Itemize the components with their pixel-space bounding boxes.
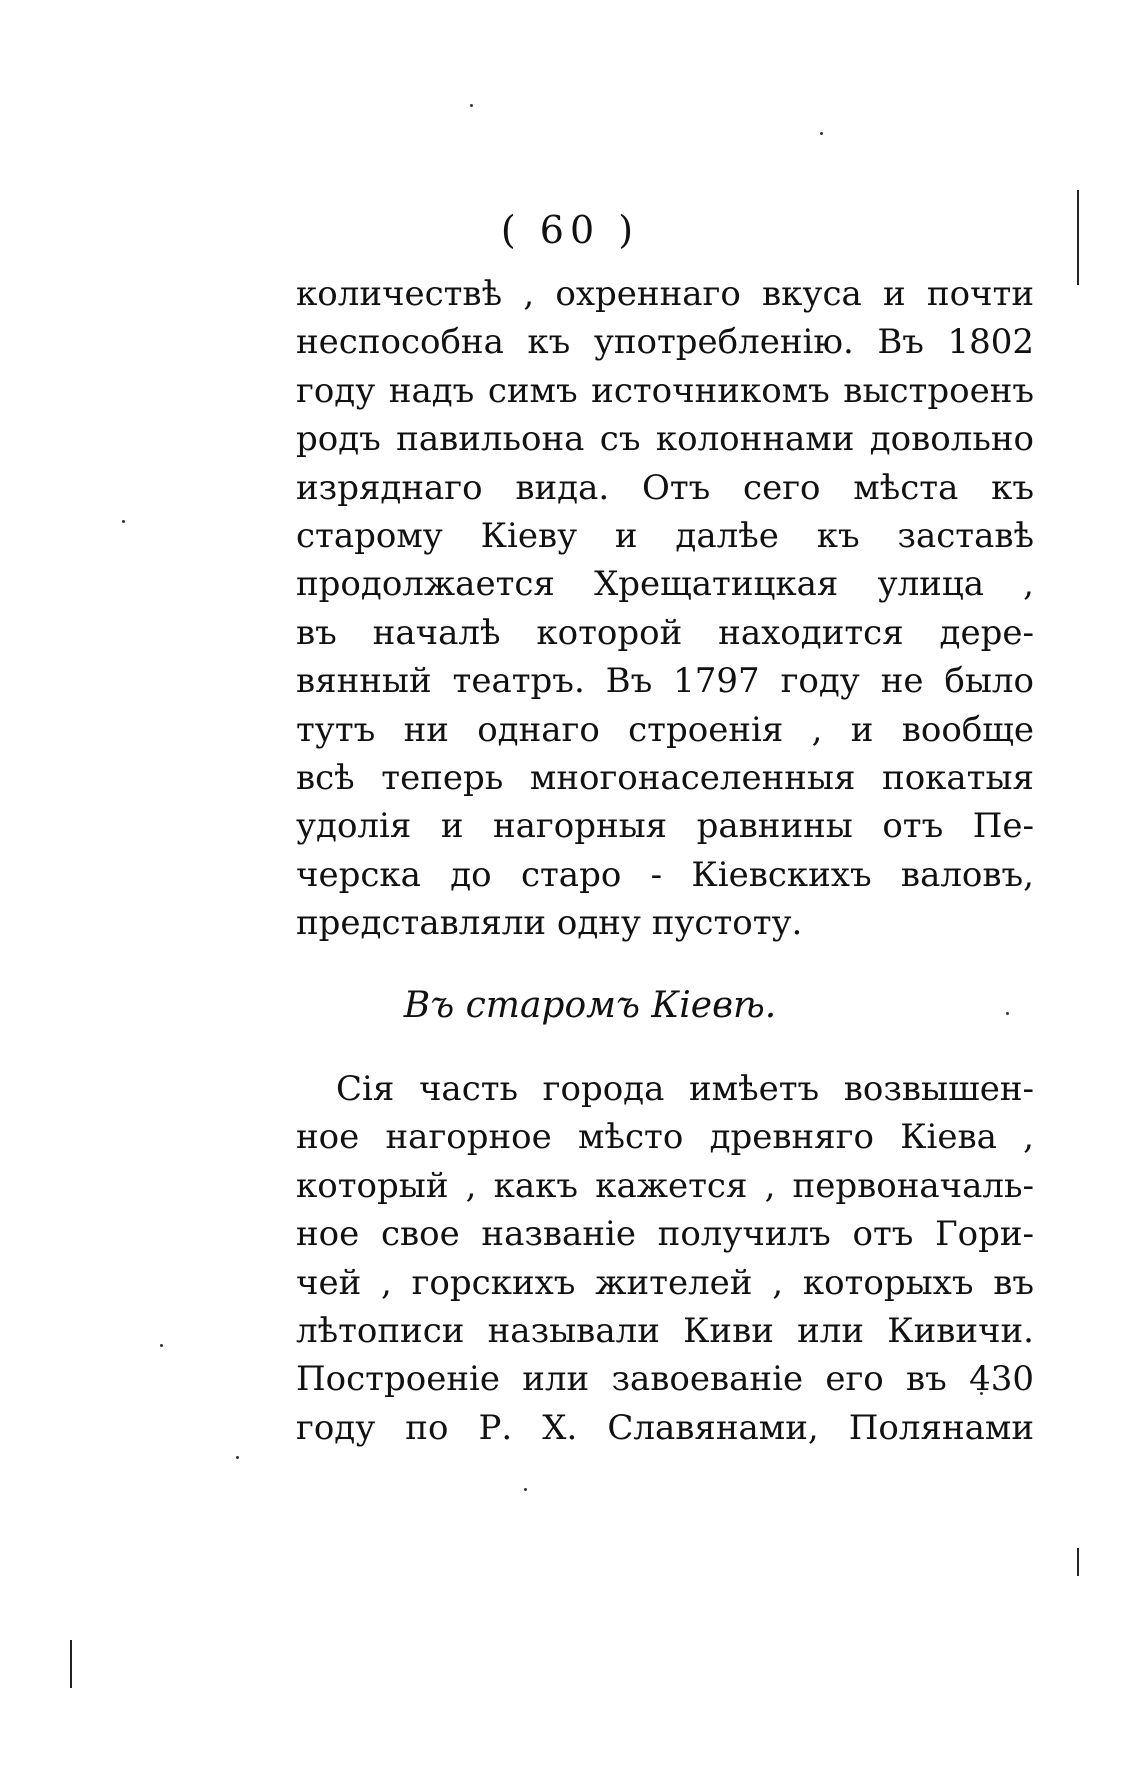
section-heading: Въ старомъ Кіевѣ.: [403, 985, 777, 1026]
text-line: количествѣ , охреннаго вкуса и почти: [296, 274, 1034, 314]
text-line: Сія часть города имѣетъ возвышен-: [336, 1069, 1034, 1109]
page-edge-mark: [1077, 1548, 1079, 1576]
text-line: который , какъ кажется , первоначаль-: [296, 1165, 1034, 1206]
text-line: черска до старо - Кіевскихъ валовъ,: [296, 854, 1034, 895]
print-speck: [524, 1488, 527, 1491]
text-line: вянный театръ. Въ 1797 году не было: [296, 661, 1034, 702]
print-speck: [470, 104, 473, 107]
page-edge-mark: [70, 1640, 72, 1688]
paragraph-continued: [296, 270, 1034, 947]
text-line: въ началѣ которой находится дере-: [296, 612, 1034, 653]
text-line: удолія и нагорныя равнины отъ Пе-: [296, 806, 1034, 847]
text-line: году надъ симъ источникомъ выстроенъ: [296, 370, 1034, 411]
text-line: представляли одну пустоту.: [296, 903, 803, 944]
text-line: продолжается Хрещатицкая улица ,: [296, 564, 1034, 605]
print-speck: [236, 1456, 239, 1459]
paragraph: [296, 1065, 1034, 1452]
page-number: ( 60 ): [500, 208, 640, 252]
text-line: родъ павильона съ колоннами довольно: [296, 419, 1034, 460]
text-line: году по Р. Х. Славянами, Полянами: [296, 1407, 1034, 1448]
text-line: тутъ ни однаго строенія , и вообще: [296, 709, 1034, 750]
print-speck: [122, 520, 125, 523]
text-line: всѣ теперь многонаселенныя покатыя: [296, 757, 1034, 798]
text-line: лѣтописи называли Киви или Кивичи.: [296, 1310, 1034, 1351]
text-line: чей , горскихъ жителей , которыхъ въ: [296, 1262, 1034, 1303]
print-speck: [820, 132, 823, 135]
print-speck: [160, 1344, 163, 1347]
text-line: старому Кіеву и далѣе къ заставѣ: [296, 515, 1034, 556]
text-line: ное свое названіе получилъ отъ Гори-: [296, 1214, 1034, 1255]
text-line: Построеніе или завоеваніе его въ 430: [296, 1359, 1034, 1400]
text-line: ное нагорное мѣсто древняго Кіева ,: [296, 1117, 1034, 1158]
text-line: неспособна къ употребленію. Въ 1802: [296, 322, 1034, 363]
text-line: изряднаго вида. Отъ сего мѣста къ: [296, 467, 1034, 508]
